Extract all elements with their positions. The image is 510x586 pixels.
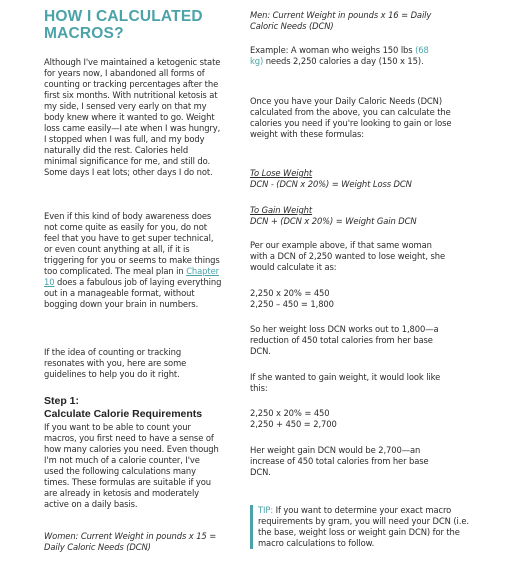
loss-calculation <box>250 288 450 310</box>
men-label: Men <box>250 10 268 20</box>
loss-calc-line-2: 2,250 – 450 = 1,800 <box>250 299 334 309</box>
gain-calc-line-2: 2,250 + 450 = 2,700 <box>250 419 337 429</box>
calorie-requirements-paragraph: If you want to be able to count your macros, you first need to have a sense of how many calories you need. Even though I'm not much of a calorie counter, I've used the following calculations many times. These formulas are suitable if you are already in ketosis and moderately active on a daily basis. <box>44 422 219 509</box>
tip-box <box>250 505 470 549</box>
women-formula <box>44 531 222 553</box>
intro-paragraph: Although I've maintained a ketogenic state for years now, I abandoned all forms of counting or tracking percentages after the first six months. With nutritional ketosis at my side, I sensed very early on that my body knew where it wanted to go. Weight loss came easily—I ate when I was hungry, I stopped when I was full, and my body naturally did the rest. Calories held minimal significance for me, and still do. Some days I eat lots; other days I do not. <box>44 57 221 177</box>
loss-result-paragraph: So her weight loss DCN works out to 1,800—a reduction of 450 total calories from her base DCN. <box>250 324 439 356</box>
example-text-a: Example: A woman who weighs 150 lbs <box>250 45 416 55</box>
chapter-10-link[interactable]: Chapter 10 <box>44 266 219 287</box>
gain-result-paragraph: Her weight gain DCN would be 2,700—an increase of 450 total calories from her base DCN. <box>250 445 429 477</box>
dcn-intro-paragraph: Once you have your Daily Caloric Needs (DCN) calculated from the above, you can calculate the calories you need if you're looking to gain or lose weight with these formulas: <box>250 96 452 139</box>
tip-paragraph <box>258 505 470 549</box>
men-formula <box>250 10 450 32</box>
gain-weight-label: To Gain Weight <box>250 205 313 215</box>
body-awareness-text-b: does a fabulous job of laying everything out in a manageable format, without bogging down your brain in numbers. <box>44 277 222 309</box>
guidelines-paragraph: If the idea of counting or tracking resonates with you, here are some guidelines to help you do it right. <box>44 347 187 379</box>
women-formula-text: : Current Weight in pounds x 15 = Daily Caloric Needs (DCN) <box>44 531 217 552</box>
lose-weight-label: To Lose Weight <box>250 168 313 178</box>
gain-calculation <box>250 408 450 430</box>
step-1-heading <box>44 395 222 420</box>
lose-weight-formula-text: DCN - (DCN x 20%) = Weight Loss DCN <box>250 179 412 189</box>
tip-text: If you want to determine your exact macro requirements by gram, you will need your DCN (i.e. the base, weight loss or weight gain DCN) for the macro calculations to follow. <box>258 505 469 548</box>
step-1-title: Calculate Calorie Requirements <box>44 407 203 420</box>
body-awareness-paragraph <box>44 211 222 310</box>
men-formula-text: : Current Weight in pounds x 16 = Daily Caloric Needs (DCN) <box>250 10 432 31</box>
lose-weight-formula <box>250 168 460 190</box>
lose-example-paragraph: Per our example above, if that same woman with a DCN of 2,250 wanted to lose weight, she would calculate it as: <box>250 240 446 272</box>
example-kg: (68 kg) <box>250 45 429 66</box>
step-1-label: Step 1: <box>44 395 80 407</box>
loss-calc-line-1: 2,250 x 20% = 450 <box>250 288 330 298</box>
women-label: Women <box>44 531 76 541</box>
gain-intro-paragraph: If she wanted to gain weight, it would look like this: <box>250 372 441 393</box>
gain-weight-formula-text: DCN + (DCN x 20%) = Weight Gain DCN <box>250 216 417 226</box>
gain-weight-formula <box>250 205 460 227</box>
body-awareness-text-a: Even if this kind of body awareness does not come quite as easily for you, do not feel that you have to get super technical, or even count anything at all, if it is triggering for you or seems to make things too complicated. The meal plan in <box>44 211 220 276</box>
page-title: HOW I CALCULATED MACROS? <box>44 8 203 42</box>
tip-label: TIP: <box>258 505 274 515</box>
example-text-b: needs 2,250 calories a day (150 x 15). <box>263 56 424 66</box>
example-paragraph <box>250 45 442 67</box>
gain-calc-line-1: 2,250 x 20% = 450 <box>250 408 330 418</box>
